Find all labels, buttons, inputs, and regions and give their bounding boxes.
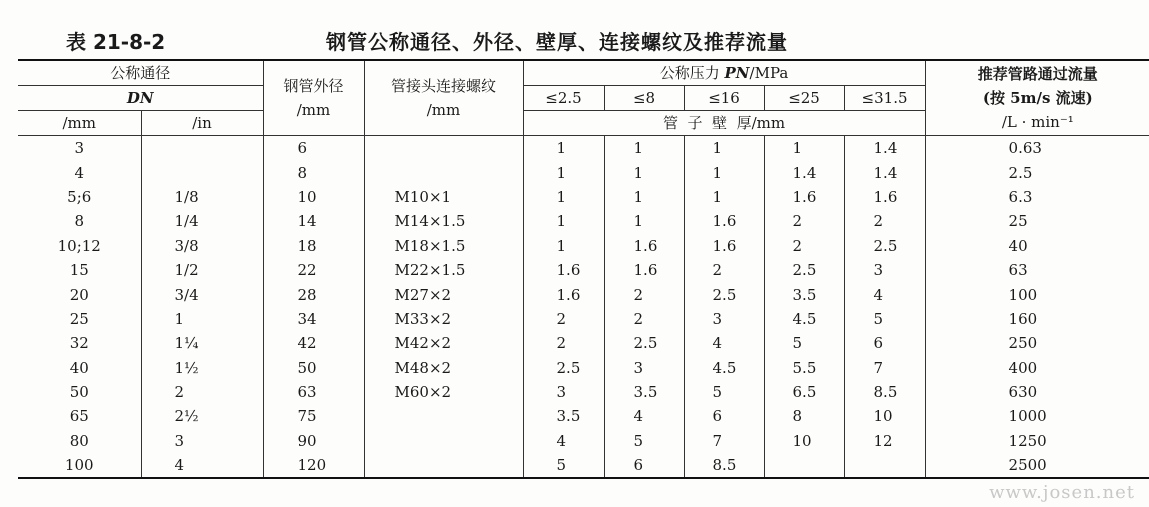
wall-pn-31.5-cell: 1.6 — [844, 185, 925, 209]
od-header — [263, 60, 364, 136]
wall-pn-16-cell: 6 — [684, 404, 764, 428]
wall-pn-16-cell: 1 — [684, 160, 764, 184]
pipe-spec-table — [18, 59, 1149, 479]
table-row — [18, 185, 1149, 209]
dn-in-cell — [141, 136, 263, 161]
wall-pn-31.5-cell: 8.5 — [844, 380, 925, 404]
wall-pn-16-cell: 1 — [684, 136, 764, 161]
wall-pn-16-cell: 2 — [684, 258, 764, 282]
dn-mm-cell: 50 — [18, 380, 141, 404]
table-row — [18, 258, 1149, 282]
wall-pn-25-cell: 6.5 — [764, 380, 844, 404]
table-title: 钢管公称通径、外径、壁厚、连接螺纹及推荐流量 — [326, 30, 788, 54]
flow-cell: 63 — [925, 258, 1149, 282]
flow-cell: 1000 — [925, 404, 1149, 428]
wall-pn-2.5-cell: 3 — [523, 380, 604, 404]
pressure-unit: /MPa — [749, 64, 789, 82]
od-cell: 34 — [263, 307, 364, 331]
wall-pn-16-cell: 4.5 — [684, 356, 764, 380]
wall-pn-25-cell — [764, 453, 844, 478]
dn-in-cell: 1½ — [141, 356, 263, 380]
dn-in-cell: 3 — [141, 429, 263, 453]
dn-mm-cell: 80 — [18, 429, 141, 453]
od-cell: 22 — [263, 258, 364, 282]
od-header-line1: 钢管外径 — [283, 77, 344, 95]
wall-pn-16-cell: 5 — [684, 380, 764, 404]
dn-mm-cell: 5;6 — [18, 185, 141, 209]
dn-in-cell: 1/8 — [141, 185, 263, 209]
flow-cell: 2500 — [925, 453, 1149, 478]
table-row — [18, 331, 1149, 355]
wall-pn-8-cell: 3 — [604, 356, 684, 380]
pressure-class-1: ≤2.5 — [523, 86, 604, 111]
thread-cell: M60×2 — [364, 380, 523, 404]
thread-header-line1: 管接头连接螺纹 — [391, 77, 497, 95]
thread-cell: M10×1 — [364, 185, 523, 209]
od-cell: 10 — [263, 185, 364, 209]
od-cell: 8 — [263, 160, 364, 184]
od-cell: 42 — [263, 331, 364, 355]
wall-pn-8-cell: 5 — [604, 429, 684, 453]
dn-in-cell: 2 — [141, 380, 263, 404]
thread-cell — [364, 136, 523, 161]
od-cell: 6 — [263, 136, 364, 161]
flow-cell: 250 — [925, 331, 1149, 355]
thread-cell — [364, 160, 523, 184]
dn-in-cell: 2½ — [141, 404, 263, 428]
dn-mm-cell: 10;12 — [18, 234, 141, 258]
flow-cell: 1250 — [925, 429, 1149, 453]
wall-pn-16-cell: 8.5 — [684, 453, 764, 478]
table-row — [18, 380, 1149, 404]
table-row — [18, 404, 1149, 428]
wall-pn-31.5-cell: 7 — [844, 356, 925, 380]
wall-pn-31.5-cell — [844, 453, 925, 478]
dn-mm-cell: 65 — [18, 404, 141, 428]
od-cell: 50 — [263, 356, 364, 380]
thread-cell: M33×2 — [364, 307, 523, 331]
watermark: www.josen.net — [989, 482, 1135, 503]
wall-pn-16-cell: 3 — [684, 307, 764, 331]
od-cell: 63 — [263, 380, 364, 404]
dn-in-cell: 3/4 — [141, 282, 263, 306]
wall-pn-16-cell: 1.6 — [684, 209, 764, 233]
dn-mm-cell: 20 — [18, 282, 141, 306]
wall-pn-2.5-cell: 5 — [523, 453, 604, 478]
thread-header — [364, 60, 523, 136]
wall-pn-8-cell: 4 — [604, 404, 684, 428]
dn-in-cell: 1/2 — [141, 258, 263, 282]
od-cell: 28 — [263, 282, 364, 306]
pressure-class-3: ≤16 — [684, 86, 764, 111]
thread-cell: M18×1.5 — [364, 234, 523, 258]
wall-pn-2.5-cell: 2.5 — [523, 356, 604, 380]
dn-mm-cell: 100 — [18, 453, 141, 478]
wall-pn-16-cell: 1 — [684, 185, 764, 209]
flow-cell: 160 — [925, 307, 1149, 331]
thread-cell: M48×2 — [364, 356, 523, 380]
wall-pn-25-cell: 5.5 — [764, 356, 844, 380]
flow-header-line3: /L · min⁻¹ — [1001, 113, 1074, 131]
wall-pn-31.5-cell: 12 — [844, 429, 925, 453]
thread-header-line2: /mm — [426, 101, 461, 119]
wall-pn-16-cell: 2.5 — [684, 282, 764, 306]
wall-pn-25-cell: 1.6 — [764, 185, 844, 209]
table-row — [18, 356, 1149, 380]
wall-pn-8-cell: 2.5 — [604, 331, 684, 355]
wall-pn-8-cell: 6 — [604, 453, 684, 478]
pressure-class-4: ≤25 — [764, 86, 844, 111]
pressure-header — [523, 60, 925, 86]
wall-pn-2.5-cell: 4 — [523, 429, 604, 453]
table-caption — [0, 24, 1149, 54]
flow-header-line1: 推荐管路通过流量 — [977, 65, 1098, 83]
wall-pn-8-cell: 2 — [604, 307, 684, 331]
pressure-prefix: 公称压力 — [659, 64, 725, 82]
wall-pn-31.5-cell: 5 — [844, 307, 925, 331]
pressure-class-2: ≤8 — [604, 86, 684, 111]
pressure-class-5: ≤31.5 — [844, 86, 925, 111]
wall-pn-31.5-cell: 1.4 — [844, 160, 925, 184]
pressure-symbol: PN — [724, 64, 750, 82]
dn-mm-cell: 40 — [18, 356, 141, 380]
flow-header-line2: (按 5m/s 流速) — [982, 89, 1093, 107]
dn-header-line1: 公称通径 — [110, 64, 171, 82]
flow-cell: 0.63 — [925, 136, 1149, 161]
wall-pn-16-cell: 7 — [684, 429, 764, 453]
wall-pn-8-cell: 1 — [604, 185, 684, 209]
wall-pn-2.5-cell: 1 — [523, 234, 604, 258]
dn-in-cell: 3/8 — [141, 234, 263, 258]
table-row — [18, 282, 1149, 306]
thread-cell: M14×1.5 — [364, 209, 523, 233]
wall-pn-31.5-cell: 6 — [844, 331, 925, 355]
dn-mm-cell: 4 — [18, 160, 141, 184]
table-row — [18, 136, 1149, 161]
wall-pn-2.5-cell: 1.6 — [523, 258, 604, 282]
od-cell: 90 — [263, 429, 364, 453]
wall-pn-31.5-cell: 3 — [844, 258, 925, 282]
header-row-1 — [18, 60, 1149, 86]
wall-pn-31.5-cell: 4 — [844, 282, 925, 306]
wall-pn-8-cell: 1.6 — [604, 258, 684, 282]
dn-in-cell: 1¼ — [141, 331, 263, 355]
thread-cell: M42×2 — [364, 331, 523, 355]
od-header-line2: /mm — [296, 101, 331, 119]
thread-cell — [364, 404, 523, 428]
wall-pn-25-cell: 2.5 — [764, 258, 844, 282]
wall-pn-25-cell: 1 — [764, 136, 844, 161]
wall-pn-25-cell: 1.4 — [764, 160, 844, 184]
flow-cell: 630 — [925, 380, 1149, 404]
wall-pn-8-cell: 3.5 — [604, 380, 684, 404]
wall-pn-25-cell: 2 — [764, 234, 844, 258]
thread-cell — [364, 429, 523, 453]
wall-pn-25-cell: 3.5 — [764, 282, 844, 306]
table-row — [18, 429, 1149, 453]
wall-pn-8-cell: 1 — [604, 209, 684, 233]
flow-header — [925, 60, 1149, 136]
wall-pn-8-cell: 1.6 — [604, 234, 684, 258]
dn-mm-cell: 25 — [18, 307, 141, 331]
od-cell: 14 — [263, 209, 364, 233]
wall-pn-31.5-cell: 1.4 — [844, 136, 925, 161]
flow-cell: 100 — [925, 282, 1149, 306]
table-row — [18, 307, 1149, 331]
wall-pn-25-cell: 5 — [764, 331, 844, 355]
thread-cell: M22×1.5 — [364, 258, 523, 282]
dn-in-cell: 1/4 — [141, 209, 263, 233]
table-number: 表 21-8-2 — [66, 30, 166, 54]
wall-pn-8-cell: 2 — [604, 282, 684, 306]
wall-pn-2.5-cell: 2 — [523, 331, 604, 355]
wall-pn-2.5-cell: 1 — [523, 185, 604, 209]
dn-symbol: DN — [126, 89, 154, 107]
table-row — [18, 453, 1149, 478]
dn-in-cell: 1 — [141, 307, 263, 331]
flow-cell: 400 — [925, 356, 1149, 380]
od-cell: 75 — [263, 404, 364, 428]
dn-mm-cell: 15 — [18, 258, 141, 282]
dn-mm-cell: 3 — [18, 136, 141, 161]
dn-in-cell: 4 — [141, 453, 263, 478]
flow-cell: 2.5 — [925, 160, 1149, 184]
thread-cell — [364, 453, 523, 478]
flow-cell: 40 — [925, 234, 1149, 258]
wall-pn-31.5-cell: 10 — [844, 404, 925, 428]
wall-pn-8-cell: 1 — [604, 136, 684, 161]
table-row — [18, 209, 1149, 233]
wall-pn-2.5-cell: 1 — [523, 160, 604, 184]
wall-pn-16-cell: 4 — [684, 331, 764, 355]
wall-pn-8-cell: 1 — [604, 160, 684, 184]
wall-thickness-header: 管 子 壁 厚/mm — [523, 111, 925, 136]
dn-mm-cell: 32 — [18, 331, 141, 355]
wall-pn-2.5-cell: 3.5 — [523, 404, 604, 428]
wall-pn-31.5-cell: 2.5 — [844, 234, 925, 258]
dn-mm-header: /mm — [18, 111, 141, 136]
wall-pn-2.5-cell: 1 — [523, 209, 604, 233]
dn-in-cell — [141, 160, 263, 184]
table-row — [18, 160, 1149, 184]
wall-pn-2.5-cell: 2 — [523, 307, 604, 331]
dn-mm-cell: 8 — [18, 209, 141, 233]
wall-pn-25-cell: 8 — [764, 404, 844, 428]
wall-pn-31.5-cell: 2 — [844, 209, 925, 233]
table-body — [18, 136, 1149, 479]
dn-in-header: /in — [141, 111, 263, 136]
od-cell: 18 — [263, 234, 364, 258]
wall-pn-16-cell: 1.6 — [684, 234, 764, 258]
wall-pn-25-cell: 4.5 — [764, 307, 844, 331]
od-cell: 120 — [263, 453, 364, 478]
wall-pn-2.5-cell: 1.6 — [523, 282, 604, 306]
flow-cell: 25 — [925, 209, 1149, 233]
wall-pn-25-cell: 2 — [764, 209, 844, 233]
dn-header — [18, 60, 263, 86]
dn-symbol-header — [18, 86, 263, 111]
table-row — [18, 234, 1149, 258]
thread-cell: M27×2 — [364, 282, 523, 306]
flow-cell: 6.3 — [925, 185, 1149, 209]
wall-pn-2.5-cell: 1 — [523, 136, 604, 161]
wall-pn-25-cell: 10 — [764, 429, 844, 453]
